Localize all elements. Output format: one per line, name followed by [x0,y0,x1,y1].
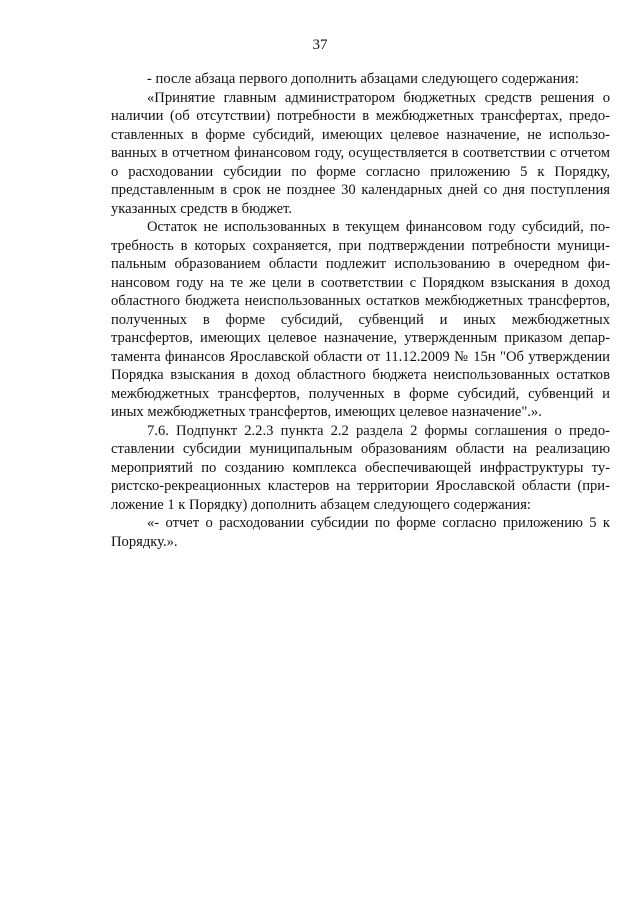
page-number: 37 [312,37,328,53]
paragraph-quoted-decision: «Принятие главным администратором бюджетных средств решения о наличии (об отсутствии) потребности в межбюджетных трансфертах, предоставленных в форме субсидий, имеющих целевое назначение, не использованных в отчетном финансовом году, осуществляется в соответствии с отчетом о расходовании субсидии по форме согласно приложению 5 к Порядку, представленным в срок не позднее 30 календарных дней со дня поступления указанных средств в бюджет. [111,89,610,217]
document-body [111,70,610,551]
paragraph-quoted-report: «- отчет о расходовании субсидии по форме согласно приложению 5 к Порядку.». [111,515,610,550]
paragraph-clause-7-6: 7.6. Подпункт 2.2.3 пункта 2.2 раздела 2 формы соглашения о предоставлении субсидии муниципальным образованиям области на реализацию мероприятий по созданию комплекса обеспечивающей инфраструктуры туристско-рекреационных кластеров на территории Ярославской области (приложение 1 к Порядку) дополнить абзацем следующего содержания: [111,422,610,513]
paragraph-quoted-remainder: Остаток не использованных в текущем финансовом году субсидий, потребность в которых сохраняется, при подтверждении потребности муниципальным образованием области подлежит использованию в очередном финансовом году на те же цели в соответствии с Порядком взыскания в доход областного бюджета неиспользованных остатков межбюджетных трансфертов, полученных в форме субсидий, субвенций и иных межбюджетных трансфертов, имеющих целевое назначение, утвержденным приказом департамента финансов Ярославской области от 11.12.2009 № 15н "Об утверждении Порядка взыскания в доход областного бюджета неиспользованных остатков межбюджетных трансфертов, полученных в форме субсидий, субвенций и иных межбюджетных трансфертов, имеющих целевое назначение".». [111,219,610,420]
paragraph-instruction: - после абзаца первого дополнить абзацами следующего содержания: [147,71,579,87]
